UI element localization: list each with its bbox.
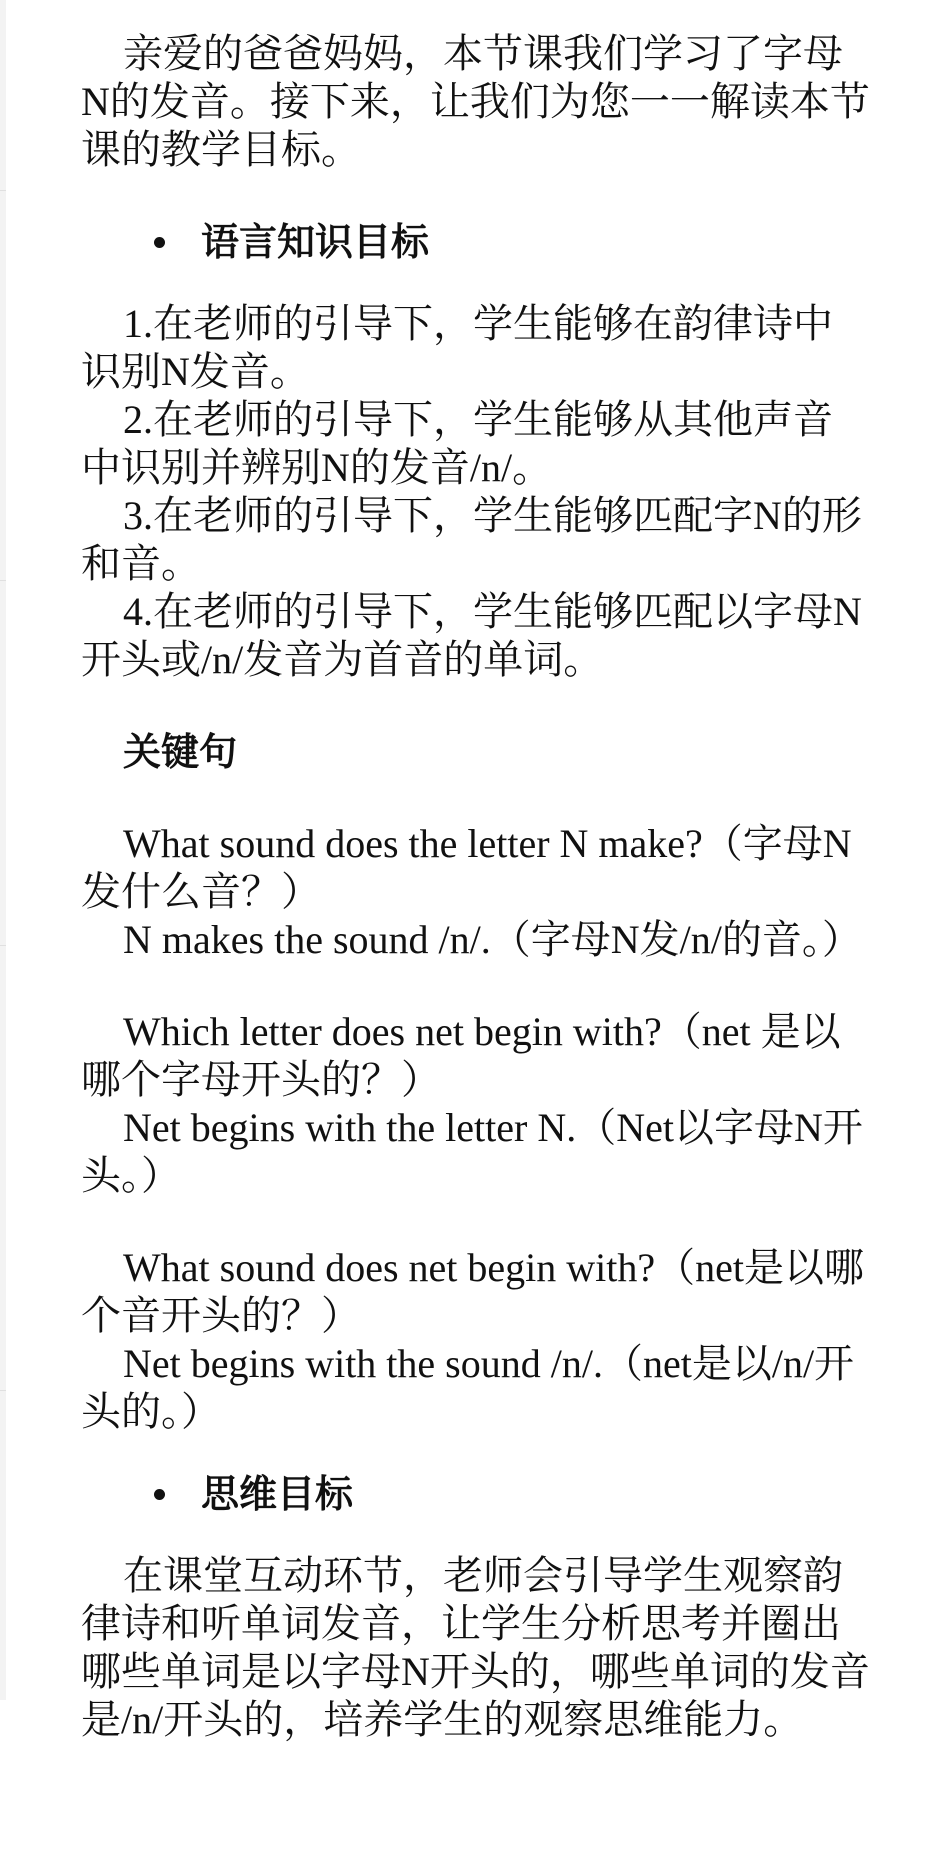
objective-item: 3.在老师的引导下，学生能够匹配字N的形和音。 (81, 493, 862, 586)
section-heading-label: 思维目标 (201, 1472, 354, 1516)
objective-item: 1.在老师的引导下，学生能够在韵律诗中识别N发音。 (81, 301, 833, 394)
thinking-paragraph: 在课堂互动环节，老师会引导学生观察韵律诗和听单词发音，让学生分析思考并圈出哪些单词是以字母N开头的，哪些单词的发音是/n/开头的，培养学生的观察思维能力。 (81, 1553, 870, 1742)
margin-divider (0, 580, 6, 581)
margin-divider (0, 190, 6, 191)
key-answer: Net begins with the sound /n/.（net是以/n/开头的。） (81, 1341, 855, 1434)
bullet-icon (154, 1489, 165, 1500)
section-heading-language (81, 218, 871, 266)
key-answer: Net begins with the letter N.（Net以字母N开头。） (81, 1105, 863, 1198)
key-sentences-heading: 关键句 (123, 730, 238, 774)
objective-item: 2.在老师的引导下，学生能够从其他声音中识别并辨别N的发音/n/。 (81, 397, 833, 490)
key-question: What sound does net begin with?（net是以哪个音开头的？） (81, 1245, 864, 1338)
objective-item: 4.在老师的引导下，学生能够匹配以字母N开头或/n/发音为首音的单词。 (81, 589, 862, 682)
key-answer: N makes the sound /n/.（字母N发/n/的音。） (123, 917, 862, 962)
bullet-icon (154, 237, 165, 248)
margin-divider (0, 945, 6, 946)
left-margin-strip (0, 0, 6, 1700)
section-heading-thinking (81, 1470, 871, 1518)
key-question: What sound does the letter N make?（字母N发什么音？） (81, 821, 852, 914)
intro-paragraph: 亲爱的爸爸妈妈，本节课我们学习了字母N的发音。接下来，让我们为您一一解读本节课的教学目标。 (81, 31, 870, 172)
section-heading-label: 语言知识目标 (201, 220, 430, 264)
key-question: Which letter does net begin with?（net 是以哪个字母开头的？） (81, 1009, 841, 1102)
margin-divider (0, 1390, 6, 1391)
document-body (81, 30, 871, 1744)
